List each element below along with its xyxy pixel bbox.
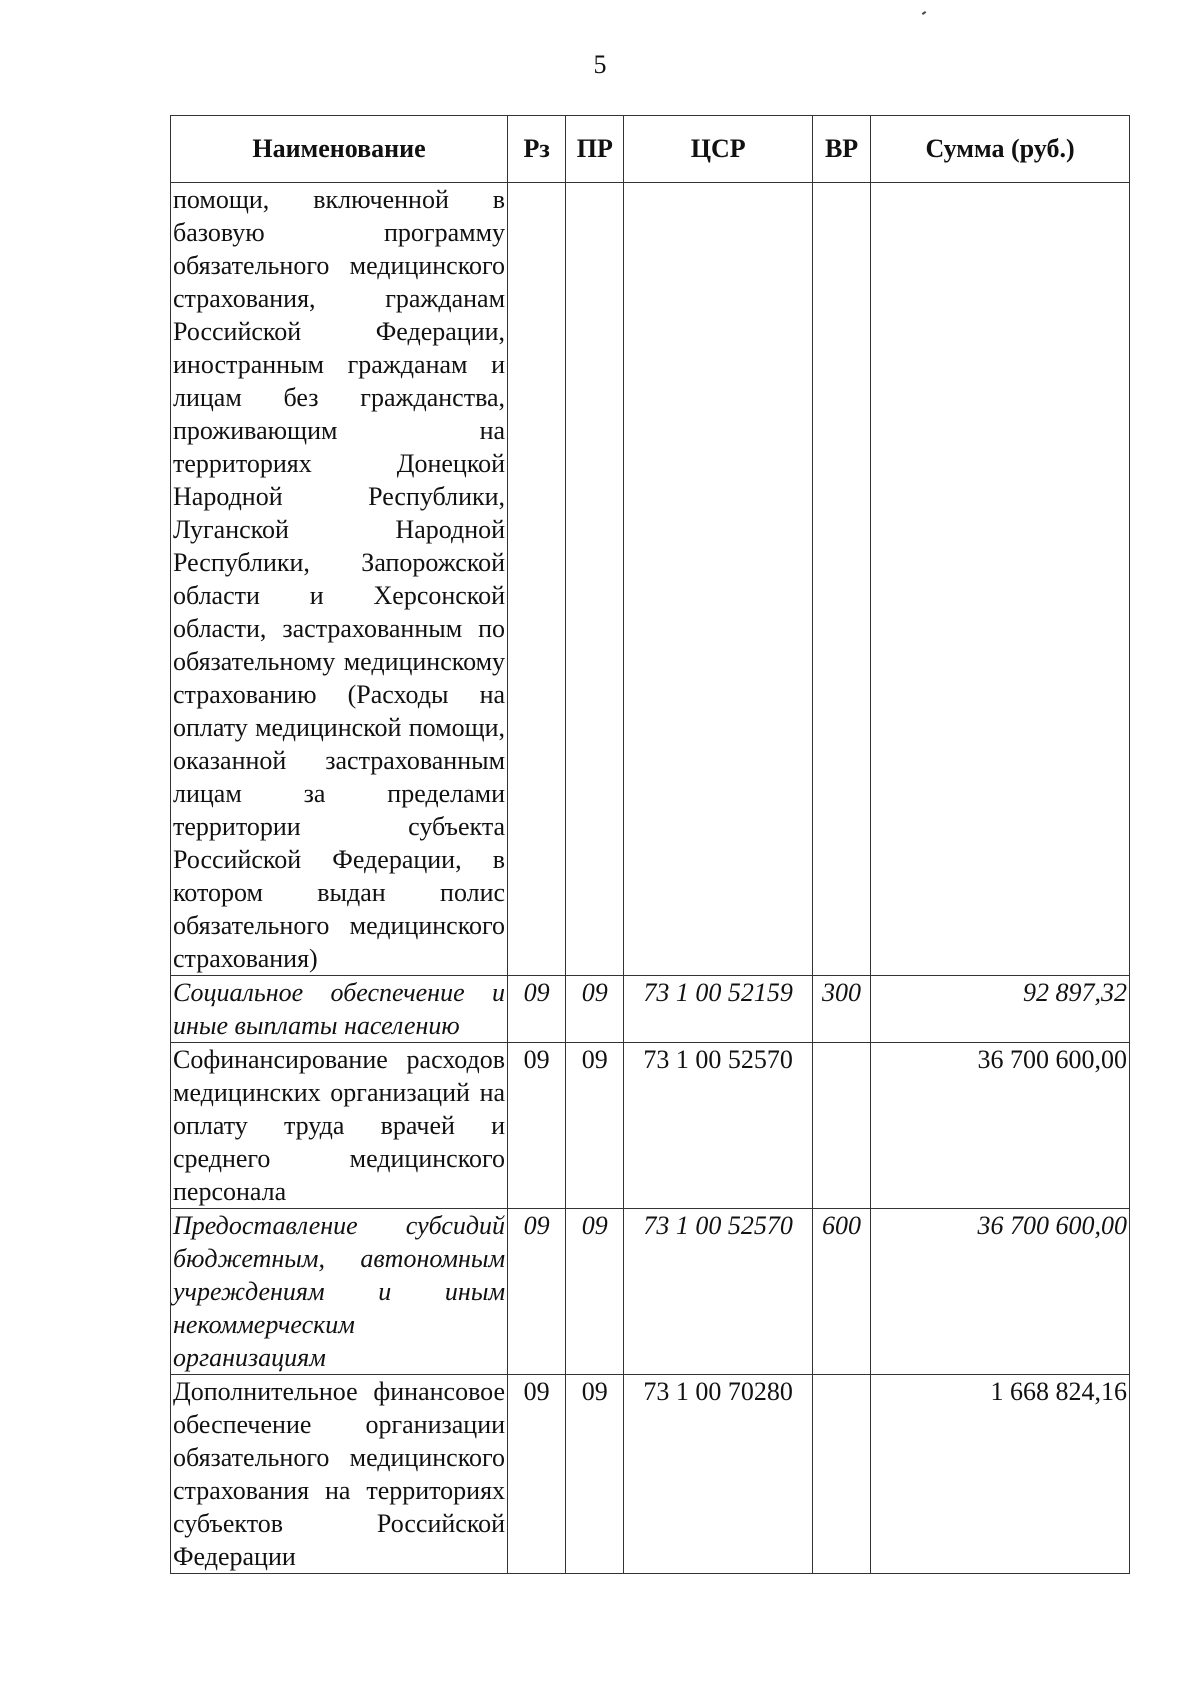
table-header: [171, 116, 1130, 183]
row-rz: 09: [508, 1043, 566, 1209]
row-name: Софинансирование расходов медицинских организаций на оплату труда врачей и среднего медицинского персонала: [171, 1043, 508, 1209]
header-csr: ЦСР: [624, 116, 813, 183]
row-sum: 92 897,32: [871, 976, 1130, 1043]
row-name: Дополнительное финансовое обеспечение организации обязательного медицинского страхования на территориях субъектов Российской Федерации: [171, 1375, 508, 1574]
row-vr: [812, 1375, 870, 1574]
row-csr: 73 1 00 52570: [624, 1043, 813, 1209]
table-row: [171, 1375, 1130, 1574]
row-vr: [812, 183, 870, 976]
table-row: [171, 976, 1130, 1043]
header-rz: Рз: [508, 116, 566, 183]
row-rz: 09: [508, 1375, 566, 1574]
row-sum: [871, 183, 1130, 976]
table-row: [171, 1043, 1130, 1209]
header-sum: Сумма (руб.): [871, 116, 1130, 183]
row-csr: 73 1 00 52159: [624, 976, 813, 1043]
row-name: Социальное обеспечение и иные выплаты населению: [171, 976, 508, 1043]
row-pr: [566, 183, 624, 976]
row-csr: 73 1 00 70280: [624, 1375, 813, 1574]
row-pr: 09: [566, 1209, 624, 1375]
row-vr: 300: [812, 976, 870, 1043]
row-rz: 09: [508, 976, 566, 1043]
row-rz: 09: [508, 1209, 566, 1375]
row-name: помощи, включенной в базовую программу обязательного медицинского страхования, гражданам Российской Федерации, иностранным гражданам и лицам без гражданства, проживающим на территориях Донецкой Народной Республики, Луганской Народной Республики, Запорожской области и Херсонской области, застрахованным по обязательному медицинскому страхованию (Расходы на оплату медицинской помощи, оказанной застрахованным лицам за пределами территории субъекта Российской Федерации, в котором выдан полис обязательного медицинского страхования): [171, 183, 508, 976]
header-name: Наименование: [171, 116, 508, 183]
row-pr: 09: [566, 976, 624, 1043]
row-vr: 600: [812, 1209, 870, 1375]
budget-table: [170, 115, 1130, 1574]
page-number: 5: [593, 50, 607, 79]
row-pr: 09: [566, 1375, 624, 1574]
row-vr: [812, 1043, 870, 1209]
row-sum: 36 700 600,00: [871, 1043, 1130, 1209]
scan-mark: [922, 11, 926, 15]
header-row: [171, 116, 1130, 183]
row-name: Предоставление субсидий бюджетным, автономным учреждениям и иным некоммерческим организациям: [171, 1209, 508, 1375]
row-sum: 1 668 824,16: [871, 1375, 1130, 1574]
row-csr: 73 1 00 52570: [624, 1209, 813, 1375]
table-row: [171, 1209, 1130, 1375]
header-vr: ВР: [812, 116, 870, 183]
header-pr: ПР: [566, 116, 624, 183]
row-rz: [508, 183, 566, 976]
row-sum: 36 700 600,00: [871, 1209, 1130, 1375]
row-pr: 09: [566, 1043, 624, 1209]
row-csr: [624, 183, 813, 976]
table-row: [171, 183, 1130, 976]
